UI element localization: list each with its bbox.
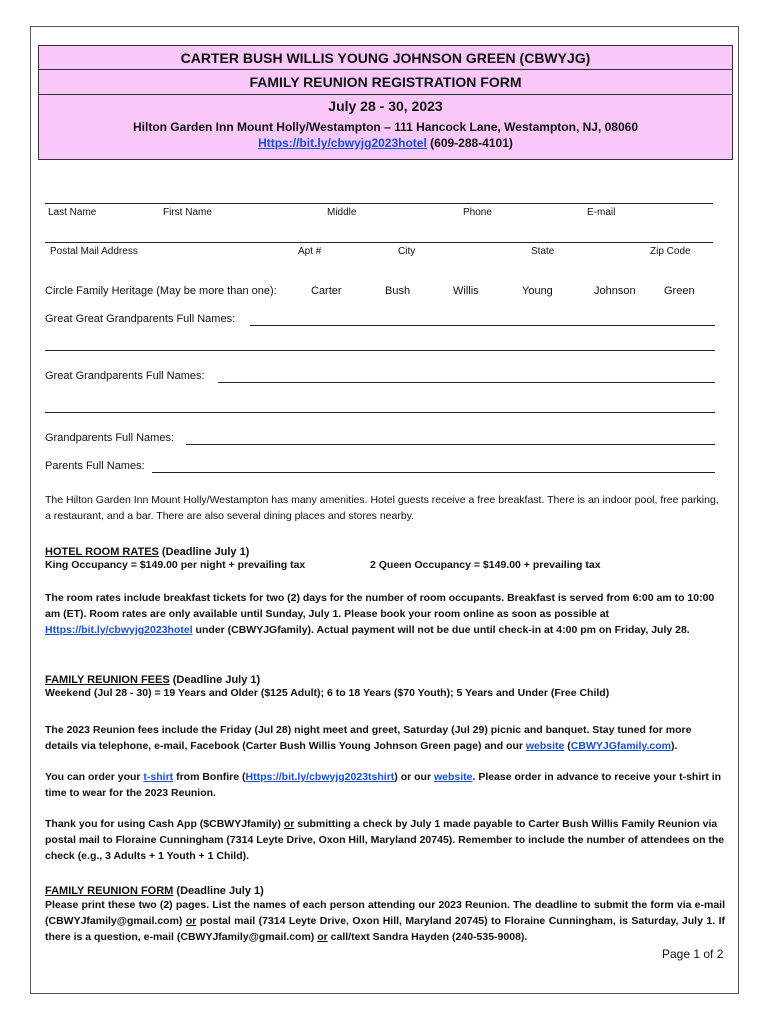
great-great-grandparents-label: Great Great Grandparents Full Names: xyxy=(45,313,236,325)
hotel-phone: (609-288-4101) xyxy=(426,136,513,150)
fees-paragraph-3 xyxy=(45,816,725,864)
fees-p1-mid: ( xyxy=(564,740,571,752)
fees-p2-a: You can order your xyxy=(45,771,144,783)
address-row-line[interactable] xyxy=(45,242,713,243)
heritage-label: Circle Family Heritage (May be more than one): xyxy=(45,285,277,297)
form-title-line1: CARTER BUSH WILLIS YOUNG JOHNSON GREEN (CBWYJG) xyxy=(38,45,733,70)
amenities-paragraph: The Hilton Garden Inn Mount Holly/Westampton has many amenities. Hotel guests receive a free breakfast. There is an indoor pool, free parking, a restaurant, and a bar. There are also several dining places and stores nearby. xyxy=(45,494,719,522)
great-great-grandparents-line-2[interactable] xyxy=(45,350,715,351)
reg-or-1: or xyxy=(185,915,197,927)
event-venue: Hilton Garden Inn Mount Holly/Westampton – 111 Hancock Lane, Westampton, NJ, 08060 xyxy=(132,120,638,134)
tshirt-link[interactable]: t-shirt xyxy=(143,771,174,783)
great-grandparents-label: Great Grandparents Full Names: xyxy=(45,370,205,382)
grandparents-label: Grandparents Full Names: xyxy=(45,432,174,444)
event-info-block xyxy=(38,95,733,160)
hotel-link[interactable]: Https://bit.ly/cbwyjg2023hotel xyxy=(258,136,427,150)
fees-deadline: (Deadline July 1) xyxy=(169,674,261,686)
parents-line[interactable] xyxy=(152,472,715,473)
fees-paragraph-2 xyxy=(45,769,725,801)
reg-p-a: Please print these two (2) pages. List the names of each person attending our 2023 Reunion. The deadline to submit the form via e-mail (CBWYJfamily@gmail.com) xyxy=(45,899,725,927)
room-rates-text-end: under (CBWYJGfamily). Actual payment will not be due until check-in at 4:00 pm on Friday, July 28. xyxy=(192,624,690,636)
grandparents-line[interactable] xyxy=(186,444,715,445)
heritage-option-green[interactable]: Green xyxy=(664,285,695,297)
form-title-line2: FAMILY REUNION REGISTRATION FORM xyxy=(38,70,733,95)
website-link-2[interactable]: website xyxy=(433,771,473,783)
fees-p1-end: ). xyxy=(670,740,678,752)
label-postal-address: Postal Mail Address xyxy=(50,246,138,257)
page-number: Page 1 of 2 xyxy=(662,947,724,961)
fees-p3-or: or xyxy=(283,818,295,830)
reg-or-2: or xyxy=(317,931,328,943)
fees-p3-b: submitting a check by July 1 made payable to Carter Bush Willis Family Reunion via postal mail to Floraine Cunningham (7314 Leyte Drive, Oxon Hill, Maryland 20745). Remember to include the number of attendees on the check (e.g., 3 Adults + 1 Youth + 1 Child). xyxy=(45,818,725,862)
fees-p2-d: . Please order in advance to receive your t-shirt in time to wear for the 2023 Reunion. xyxy=(45,771,722,799)
heritage-option-carter[interactable]: Carter xyxy=(311,285,342,297)
heritage-option-young[interactable]: Young xyxy=(522,285,553,297)
bonfire-link[interactable]: Https://bit.ly/cbwyjg2023tshirt xyxy=(245,771,395,783)
label-city: City xyxy=(398,246,416,257)
great-grandparents-line[interactable] xyxy=(218,382,715,383)
reg-paragraph xyxy=(45,897,725,945)
hotel-rates-title: HOTEL ROOM RATES xyxy=(45,546,159,558)
event-date: July 28 - 30, 2023 xyxy=(328,98,443,114)
fees-title: FAMILY REUNION FEES xyxy=(45,674,170,686)
fees-p3-a: Thank you for using Cash App ($CBWYJfamily) xyxy=(45,818,284,830)
label-zip: Zip Code xyxy=(650,246,691,257)
website-link[interactable]: website xyxy=(525,740,565,752)
king-rate: King Occupancy = $149.00 per night + prevailing tax xyxy=(45,559,306,571)
fees-p2-b: from Bonfire ( xyxy=(173,771,246,783)
room-rates-paragraph xyxy=(45,590,725,638)
label-middle: Middle xyxy=(327,207,357,218)
room-booking-link[interactable]: Https://bit.ly/cbwyjg2023hotel xyxy=(45,624,193,636)
label-first-name: First Name xyxy=(163,207,212,218)
label-phone: Phone xyxy=(463,207,492,218)
label-state: State xyxy=(531,246,555,257)
label-email: E-mail xyxy=(587,207,616,218)
queen-rate: 2 Queen Occupancy = $149.00 + prevailing tax xyxy=(370,559,601,571)
reg-p-c: call/text Sandra Hayden (240-535-9008). xyxy=(327,931,528,943)
heritage-option-johnson[interactable]: Johnson xyxy=(594,285,636,297)
label-last-name: Last Name xyxy=(48,207,97,218)
reg-deadline: (Deadline July 1) xyxy=(173,885,264,897)
fees-paragraph-1 xyxy=(45,722,725,754)
fees-line: Weekend (Jul 28 - 30) = 19 Years and Older ($125 Adult); 6 to 18 Years ($70 Youth); 5 Years and Under (Free Child) xyxy=(45,687,610,699)
fees-heading xyxy=(45,670,260,688)
parents-label: Parents Full Names: xyxy=(45,460,145,472)
name-row-line[interactable] xyxy=(45,203,713,204)
great-grandparents-line-2[interactable] xyxy=(45,412,715,413)
hotel-rates-heading xyxy=(45,542,249,560)
reg-title: FAMILY REUNION FORM xyxy=(45,885,174,897)
fees-p2-c: ) or our xyxy=(394,771,434,783)
heritage-option-willis[interactable]: Willis xyxy=(453,285,479,297)
hotel-rates-deadline: (Deadline July 1) xyxy=(158,546,250,558)
family-site-link[interactable]: CBWYJGfamily.com xyxy=(570,740,671,752)
fees-p1-text: The 2023 Reunion fees include the Friday (Jul 28) night meet and greet, Saturday (Jul 29) picnic and banquet. Stay tuned for more details via telephone, e-mail, Facebook (Carter Bush Willis Young Johnson Green page) and our xyxy=(45,724,692,752)
heritage-option-bush[interactable]: Bush xyxy=(385,285,411,297)
label-apt: Apt # xyxy=(298,246,322,257)
reg-p-b: postal mail (7314 Leyte Drive, Oxon Hill, Maryland 20745) to Floraine Cunningham, is Saturday, July 1. If there is a question, e-mail (CBWYJfamily@gmail.com) xyxy=(45,915,725,943)
great-great-grandparents-line[interactable] xyxy=(250,325,715,326)
room-rates-text: The room rates include breakfast tickets for two (2) days for the number of room occupants. Breakfast is served from 6:00 am to 10:00 am (ET). Room rates are only available until Sunday, July 1. Please book your room online as soon as possible at xyxy=(45,592,715,620)
